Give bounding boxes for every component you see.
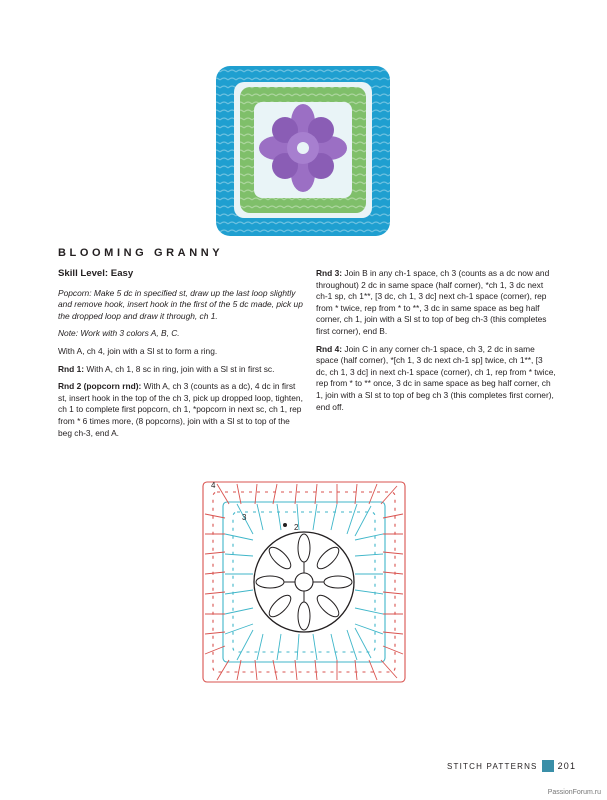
left-column: [58, 268, 304, 445]
granny-square-photo: [212, 60, 394, 242]
page-footer: [447, 760, 576, 772]
round-4-text: Join C in any corner ch-1 space, ch 3, 2 dc in same space (half corner), *[ch 1, 3 dc next ch-1 sp] twice, ch 1**, [3 dc, ch 1, 3 dc] in next ch-1 space (corner), ch 1, rep from * twice, rep from * to ** once, 3 dc in same space as beg half corner, ch 1, join with a Sl st to top of beg ch 3 (this completes first corner), end off.: [316, 343, 556, 412]
intro-instruction: With A, ch 4, join with a Sl st to form a ring.: [58, 345, 218, 356]
round-3: [316, 268, 556, 338]
round-3-text: Join B in any ch-1 space, ch 3 (counts as a dc now and throughout) 2 dc in same space (half corner), *ch 1, 3 dc next ch-1 sp, ch 1**, [3 dc, ch 1, 3 dc] next ch-1 space (corner), rep from * twice, rep from * to **, 3 dc in same space as beg half corner, ch 1, join with a Sl st to top of beg ch-3 (this completes first corner), end B.: [316, 268, 550, 336]
section-label: STITCH PATTERNS: [447, 761, 538, 771]
round-3-label: Rnd 3:: [316, 268, 343, 278]
watermark: PassionForum.ru: [547, 789, 601, 796]
footer-swatch-icon: [542, 760, 554, 772]
round-2-label: Rnd 2 (popcorn rnd):: [58, 381, 142, 392]
round-1-label: Rnd 1:: [58, 363, 85, 374]
round-2: [58, 381, 304, 439]
round-1-text: With A, ch 1, 8 sc in ring, join with a Sl st in first sc.: [84, 363, 275, 374]
color-note: Note: Work with 3 colors A, B, C.: [58, 328, 180, 339]
right-column: [316, 268, 556, 419]
round-4-marker: 4: [211, 481, 216, 490]
round-4-label: Rnd 4:: [316, 343, 343, 354]
round-3-marker: 3: [242, 513, 247, 522]
round-2-text: With A, ch 3 (counts as a dc), 4 dc in first st, insert hook in the top of the ch 3, pick up dropped loop, tighten, ch 1 to complete first popcorn, ch 1, *popcorn in next sc, ch 1, rep from * 6 times more, (8 popcorns), join with a Sl st to top of the beg ch-3, end A.: [58, 381, 303, 438]
round-2-marker: 2: [294, 523, 299, 532]
pattern-title: BLOOMING GRANNY: [58, 247, 224, 259]
round-4: [316, 344, 556, 414]
crochet-chart: [197, 474, 411, 688]
page-number: 201: [557, 761, 577, 771]
popcorn-definition: Popcorn: Make 5 dc in specified st, draw up the last loop slightly and remove hook, insert hook in the first of the 5 dc made, pick up the dropped loop and draw it through, ch 1.: [58, 287, 303, 321]
round-1: [58, 364, 304, 376]
skill-level: Skill Level: Easy: [58, 268, 134, 279]
